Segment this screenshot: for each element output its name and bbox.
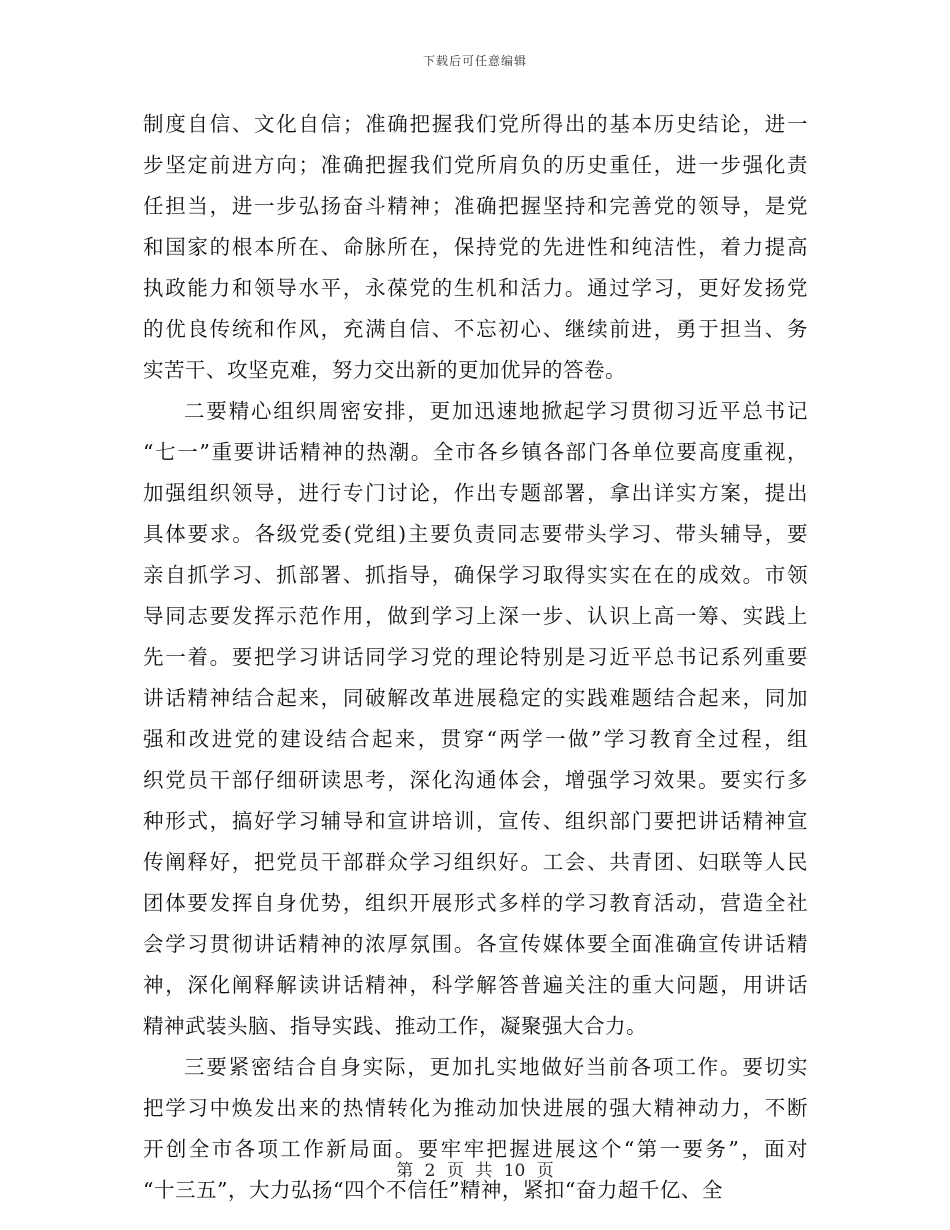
paragraph (143, 1047, 808, 1211)
text-line: 亲自抓学习、抓部署、抓指导，确保学习取得实实在在的成效。市领 (143, 563, 808, 587)
text-line: 执政能力和领导水平，永葆党的生机和活力。通过学习，更好发扬党 (143, 276, 808, 300)
text-line: 的优良传统和作风，充满自信、不忘初心、继续前进，勇于担当、务 (143, 317, 808, 341)
page-header: 下载后可任意编辑 (422, 54, 527, 68)
text-line: 种形式，搞好学习辅导和宣讲培训，宣传、组织部门要把讲话精神宣 (143, 809, 808, 833)
text-line: 步坚定前进方向；准确把握我们党所肩负的历史重任，进一步强化责 (143, 153, 808, 177)
text-line: “十三五”，大力弘扬“四个不信任”精神，紧扣“奋力超千亿、全 (143, 1178, 723, 1202)
text-line: 把学习中焕发出来的热情转化为推动加快进展的强大精神动力，不断 (143, 1096, 808, 1120)
text-line: 导同志要发挥示范作用，做到学习上深一步、认识上高一筹、实践上 (143, 604, 808, 628)
text-line: 三要紧密结合自身实际，更加扎实地做好当前各项工作。要切实 (184, 1055, 808, 1079)
text-line: 任担当，进一步弘扬奋斗精神；准确把握坚持和完善党的领导，是党 (143, 194, 808, 218)
document-body (143, 104, 808, 1211)
text-line: 强和改进党的建设结合起来，贯穿“两学一做”学习教育全过程，组 (143, 727, 808, 751)
text-line: 开创全市各项工作新局面。要牢牢把握进展这个“第一要务”，面对 (143, 1137, 808, 1161)
text-line: 团体要发挥自身优势，组织开展形式多样的学习教育活动，营造全社 (143, 891, 808, 915)
page-footer: 第 2 页 共 10 页 (396, 1161, 554, 1181)
text-line: 和国家的根本所在、命脉所在，保持党的先进性和纯洁性，着力提高 (143, 235, 808, 259)
text-line: 会学习贯彻讲话精神的浓厚氛围。各宣传媒体要全面准确宣传讲话精 (143, 932, 808, 956)
text-line: 传阐释好，把党员干部群众学习组织好。工会、共青团、妇联等人民 (143, 850, 808, 874)
text-line: 先一着。要把学习讲话同学习党的理论特别是习近平总书记系列重要 (143, 645, 808, 669)
paragraph (143, 104, 808, 391)
text-line: 加强组织领导，进行专门讨论，作出专题部署，拿出详实方案，提出 (143, 481, 808, 505)
paragraph (143, 391, 808, 1047)
text-line: 神，深化阐释解读讲话精神，科学解答普遍关注的重大问题，用讲话 (143, 973, 808, 997)
text-line: 织党员干部仔细研读思考，深化沟通体会，增强学习效果。要实行多 (143, 768, 808, 792)
text-line: 实苦干、攻坚克难，努力交出新的更加优异的答卷。 (143, 358, 626, 382)
text-line: 讲话精神结合起来，同破解改革进展稳定的实践难题结合起来，同加 (143, 686, 808, 710)
text-line: 二要精心组织周密安排，更加迅速地掀起学习贯彻习近平总书记 (184, 399, 808, 423)
text-line: 制度自信、文化自信；准确把握我们党所得出的基本历史结论，进一 (143, 112, 808, 136)
text-line: 精神武装头脑、指导实践、推动工作，凝聚强大合力。 (143, 1014, 647, 1038)
text-line: “七一”重要讲话精神的热潮。全市各乡镇各部门各单位要高度重视， (143, 440, 808, 464)
text-line: 具体要求。各级党委(党组)主要负责同志要带头学习、带头辅导，要 (143, 522, 808, 546)
